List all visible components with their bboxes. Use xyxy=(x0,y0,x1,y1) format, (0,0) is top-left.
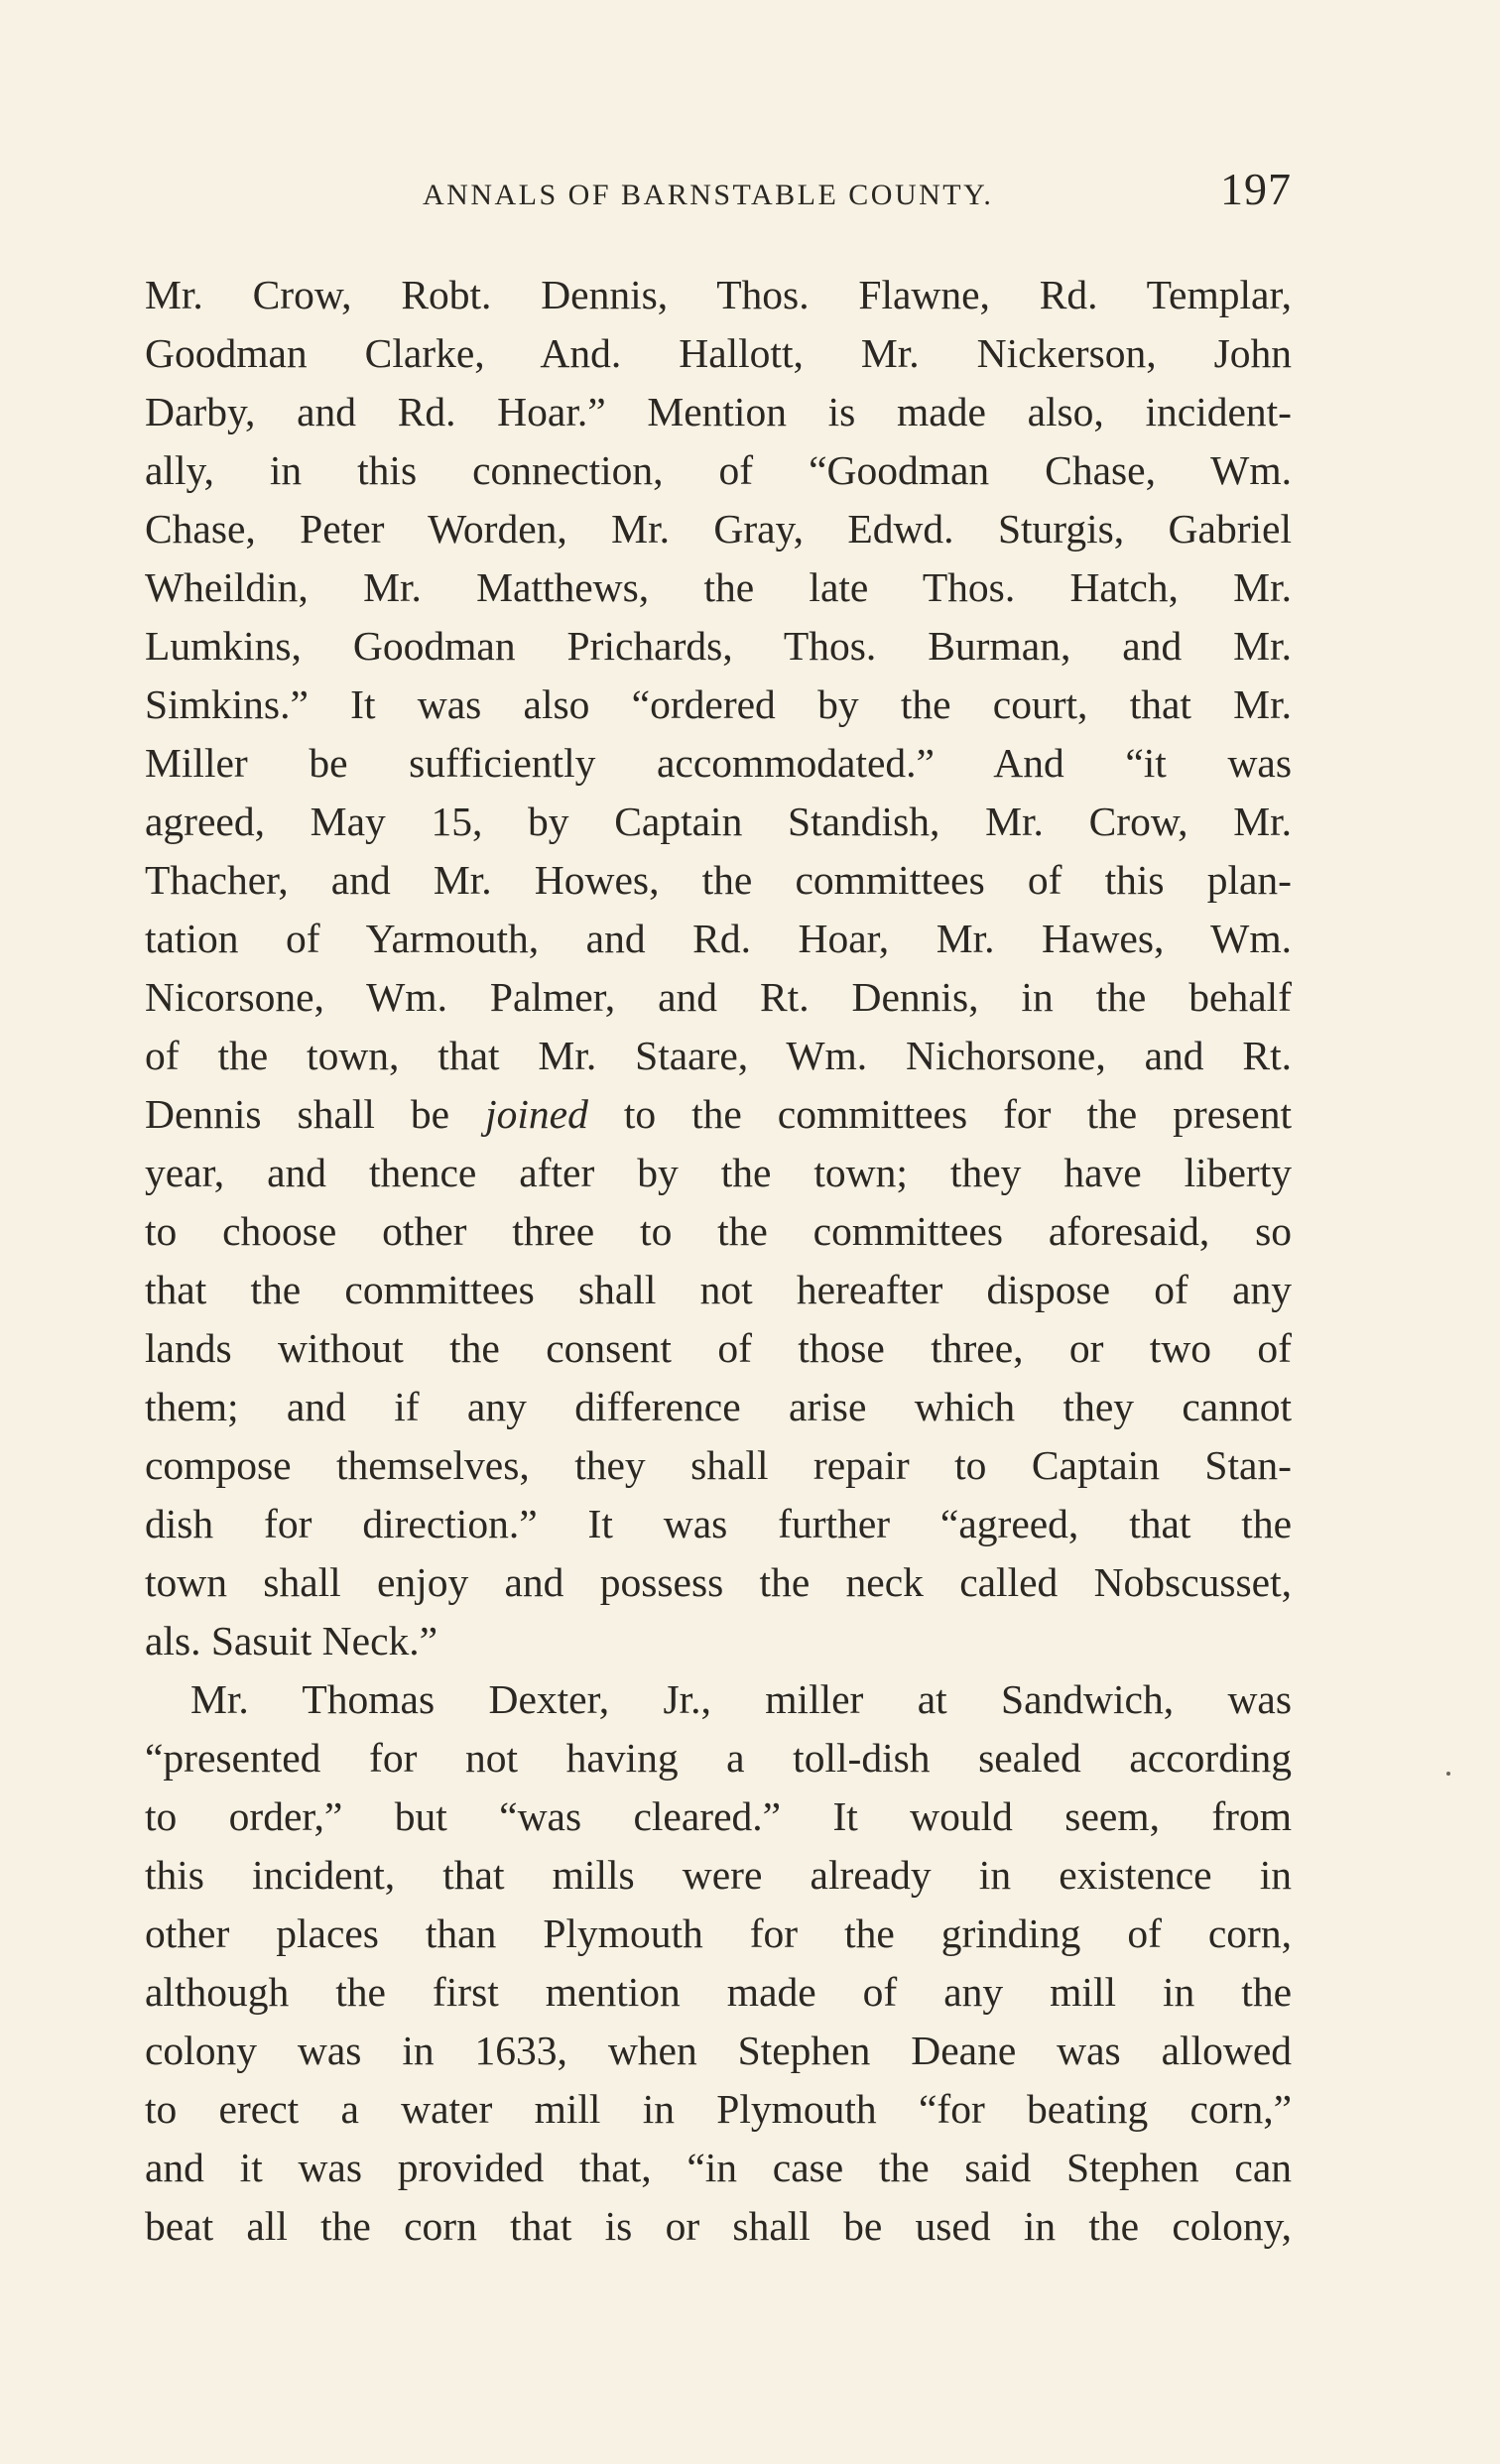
text-line: to choose other three to the committees aforesaid, so xyxy=(145,1208,1292,1254)
text-line: Goodman Clarke, And. Hallott, Mr. Nickerson, John xyxy=(145,330,1292,376)
paragraph-end-line: als. Sasuit Neck.” xyxy=(145,1618,438,1663)
text-line: Miller be sufficiently accommodated.” And “it was xyxy=(145,740,1292,786)
text-line: other places than Plymouth for the grinding of corn, xyxy=(145,1910,1292,1956)
text-line: ally, in this connection, of “Goodman Chase, Wm. xyxy=(145,447,1292,493)
text-line: although the first mention made of any mill in the xyxy=(145,1969,1292,2015)
text-line: this incident, that mills were already in existence in xyxy=(145,1852,1292,1898)
text-line: town shall enjoy and possess the neck called Nobscusset, xyxy=(145,1559,1292,1605)
text-line: Mr. Crow, Robt. Dennis, Thos. Flawne, Rd. Templar, xyxy=(145,272,1292,317)
ink-speck xyxy=(1446,1772,1450,1776)
text-line-with-italic xyxy=(145,1085,1292,1144)
text-line: beat all the corn that is or shall be used in the colony, xyxy=(145,2203,1292,2249)
text-line: Nicorsone, Wm. Palmer, and Rt. Dennis, in the behalf xyxy=(145,974,1292,1020)
text-line: Chase, Peter Worden, Mr. Gray, Edwd. Sturgis, Gabriel xyxy=(145,506,1292,552)
text-line: colony was in 1633, when Stephen Deane was allowed xyxy=(145,2028,1292,2073)
text-line: to erect a water mill in Plymouth “for beating corn,” xyxy=(145,2086,1292,2132)
text-line: Darby, and Rd. Hoar.” Mention is made also, incident- xyxy=(145,389,1292,434)
body-text xyxy=(145,266,1292,2256)
text-line: compose themselves, they shall repair to Captain Stan- xyxy=(145,1442,1292,1488)
italic-word: joined xyxy=(485,1091,588,1137)
text-line: year, and thence after by the town; they have liberty xyxy=(145,1150,1292,1195)
text-line: Wheildin, Mr. Matthews, the late Thos. Hatch, Mr. xyxy=(145,564,1292,610)
text-line: Thacher, and Mr. Howes, the committees of this plan- xyxy=(145,857,1292,903)
text-segment: to the committees for the present xyxy=(587,1091,1292,1137)
text-line: Lumkins, Goodman Prichards, Thos. Burman, and Mr. xyxy=(145,623,1292,669)
text-line: Simkins.” It was also “ordered by the court, that Mr. xyxy=(145,681,1292,727)
text-line: lands without the consent of those three, or two of xyxy=(145,1325,1292,1371)
page-number: 197 xyxy=(1220,164,1292,214)
paragraph-start-line: Mr. Thomas Dexter, Jr., miller at Sandwich, was xyxy=(190,1676,1292,1722)
text-line: agreed, May 15, by Captain Standish, Mr. Crow, Mr. xyxy=(145,799,1292,844)
running-head: ANNALS OF BARNSTABLE COUNTY. xyxy=(423,179,994,211)
page-header xyxy=(145,161,1292,230)
text-line: to order,” but “was cleared.” It would seem, from xyxy=(145,1793,1292,1839)
text-line: them; and if any difference arise which they cannot xyxy=(145,1384,1292,1429)
text-line: “presented for not having a toll-dish sealed according xyxy=(145,1735,1292,1781)
text-line: tation of Yarmouth, and Rd. Hoar, Mr. Hawes, Wm. xyxy=(145,916,1292,961)
text-line: and it was provided that, “in case the said Stephen can xyxy=(145,2145,1292,2190)
text-segment: Dennis shall be xyxy=(145,1091,486,1137)
text-line: of the town, that Mr. Staare, Wm. Nichorsone, and Rt. xyxy=(145,1033,1292,1078)
text-line: dish for direction.” It was further “agreed, that the xyxy=(145,1501,1292,1546)
text-line: that the committees shall not hereafter dispose of any xyxy=(145,1267,1292,1312)
